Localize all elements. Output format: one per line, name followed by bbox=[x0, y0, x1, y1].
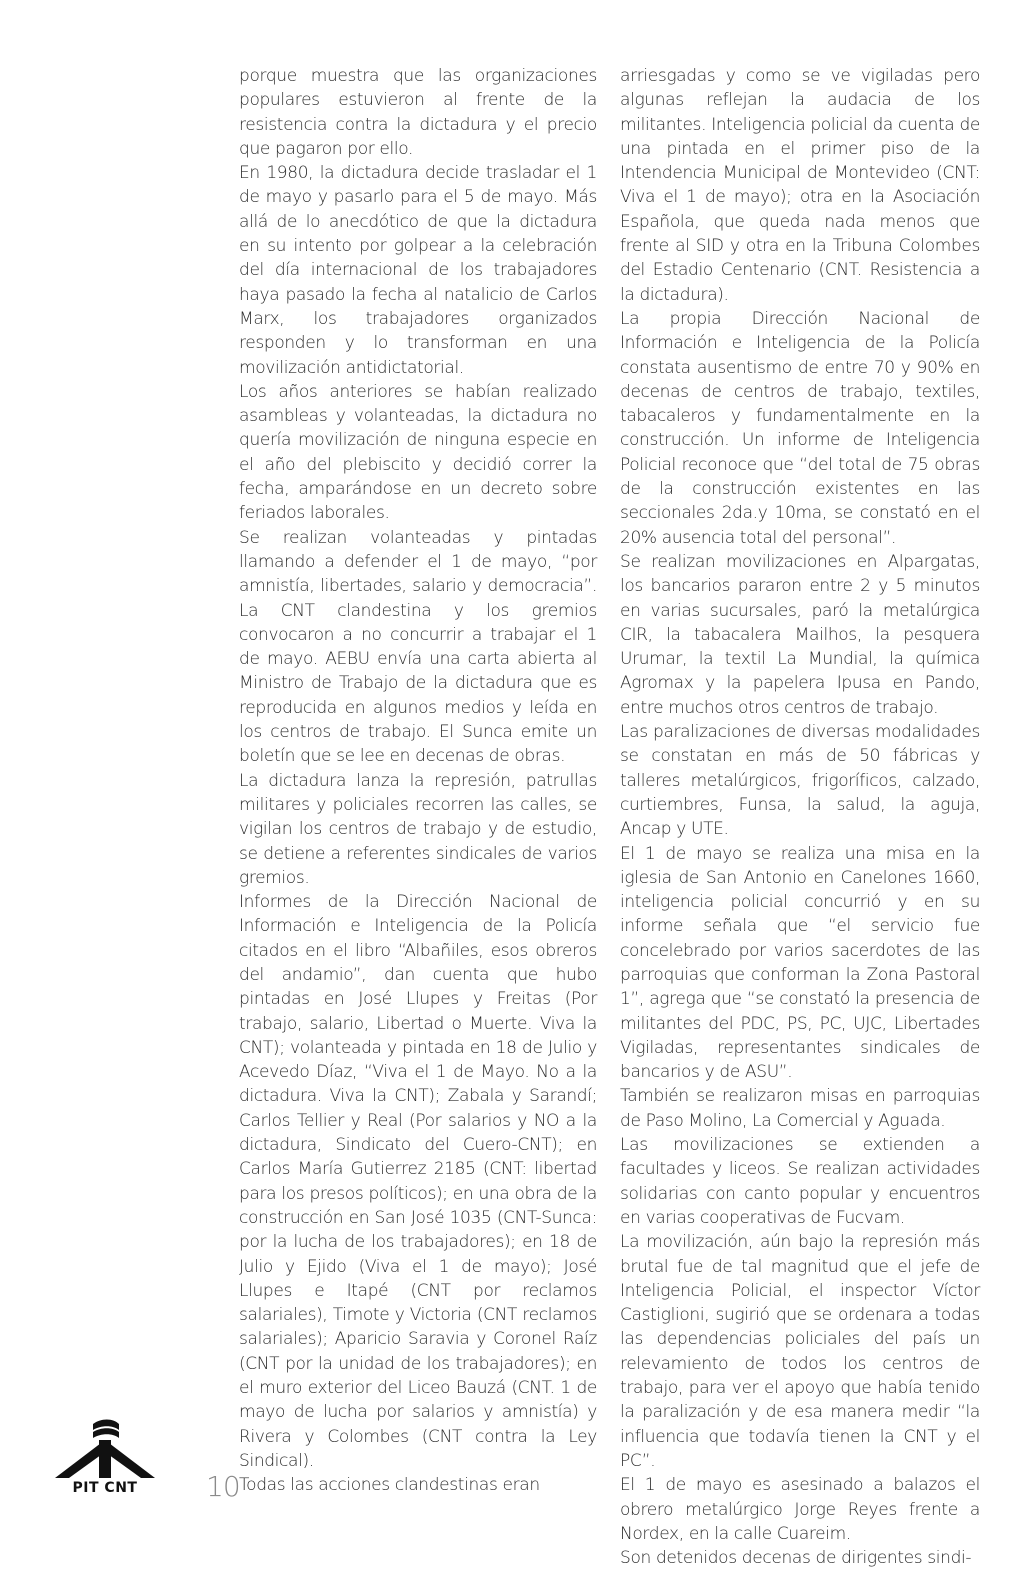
paragraph: Los años anteriores se habían realizado asambleas y volanteadas, la dictadura no quería movilización de ninguna especie en el año del plebiscito y decidió correr la fecha, amparándose en un decreto sobre feriados laborales. bbox=[239, 381, 597, 524]
paragraph: arriesgadas y como se ve vigiladas pero algunas reflejan la audacia de los militantes. Inteligencia policial da cuenta de una pintada en el primer piso de la Intendencia Municipal de Montevideo (CNT: Viva el 1 de mayo); otra en la Asociación Española, que queda nada menos que frente al SID y otra en la Tribuna Colombes del Estadio Centenario (CNT. Resistencia a la dictadura). bbox=[620, 66, 980, 305]
paragraph: La dictadura lanza la represión, patrullas militares y policiales recorren las calles, se vigilan los centros de trabajo y de estudio, se detiene a referentes sindicales de varios gremios. bbox=[239, 770, 597, 888]
paragraph: Las paralizaciones de diversas modalidades se constatan en más de 50 fábricas y talleres metalúrgicos, frigoríficos, calzado, curtiembres, Funsa, la salud, la aguja, Ancap y UTE. bbox=[620, 722, 980, 840]
pit-cnt-logo bbox=[55, 1418, 155, 1498]
page-number: 10 bbox=[206, 1470, 240, 1503]
right-text-column bbox=[620, 64, 980, 1570]
paragraph: Informes de la Dirección Nacional de Información e Inteligencia de la Policía citados en el libro “Albañiles, esos obreros del andamio”, dan cuenta que hubo pintadas en José Llupes y Freitas (Por trabajo, salario, Libertad o Muerte. Viva la CNT); volanteada y pintada en 18 de Julio y Acevedo Díaz, “Viva el 1 de Mayo. No a la dictadura. Viva la CNT); Zabala y Sarandí; Carlos Tellier y Real (Por salarios y NO a la dictadura, Sindicato del Cuero-CNT); en Carlos María Gutierrez 2185 (CNT: libertad para los presos políticos); en una obra de la construcción en San José 1035 (CNT-Sunca: por la lucha de los trabajadores); en 18 de Julio y Ejido (Viva el 1 de mayo); José Llupes e Itapé (CNT por reclamos salariales), Timote y Victoria (CNT reclamos salariales); Aparicio Saravia y Coronel Raíz (CNT por la unidad de los trabajadores); en el muro exterior del Liceo Bauzá (CNT. 1 de mayo de lucha por salarios y amnistía) y Rivera y Colombes (CNT contra la Ley Sindical). bbox=[239, 892, 597, 1471]
left-text-column bbox=[239, 64, 597, 1498]
logo-text: PIT CNT bbox=[72, 1480, 138, 1496]
paragraph: La propia Dirección Nacional de Información e Inteligencia de la Policía constata ausentismo de entre 70 y 90% en decenas de centros de trabajo, textiles, tabacaleros y fundamentalmente en la construcción. Un informe de Inteligencia Policial reconoce que “del total de 75 obras de la construcción existentes en las seccionales 2da.y 10ma, se constató en el 20% ausencia total del personal”. bbox=[620, 308, 980, 548]
paragraph: Son detenidos decenas de dirigentes sindi- bbox=[620, 1548, 972, 1569]
paragraph: El 1 de mayo es asesinado a balazos el obrero metalúrgico Jorge Reyes frente a Nordex, en la calle Cuareim. bbox=[620, 1475, 980, 1544]
paragraph: El 1 de mayo se realiza una misa en la iglesia de San Antonio en Canelones 1660, inteligencia policial concurrió y en su informe señala que “el servicio fue concelebrado por varios sacerdotes de las parroquias que conforman la Zona Pastoral 1”, agrega que “se constató la presencia de militantes del PDC, PS, PC, UJC, Libertades Vigiladas, representantes sindicales de bancarios y de ASU”. bbox=[620, 843, 980, 1083]
paragraph: Se realizan volanteadas y pintadas llamando a defender el 1 de mayo, “por amnistía, libertades, salario y democracia”. La CNT clandestina y los gremios convocaron a no concurrir a trabajar el 1 de mayo. AEBU envía una carta abierta al Ministro de Trabajo de la dictadura que es reproducida en algunos medios y leída en los centros de trabajo. El Sunca emite un boletín que se lee en decenas de obras. bbox=[239, 527, 597, 767]
paragraph: Se realizan movilizaciones en Alpargatas, los bancarios pararon entre 2 y 5 minutos en varias sucursales, paró la metalúrgica CIR, la tabacalera Mailhos, la pesquera Urumar, la textil La Mundial, la química Agromax y la papelera Ipusa en Pando, entre muchos otros centros de trabajo. bbox=[620, 551, 980, 718]
paragraph: Las movilizaciones se extienden a facultades y liceos. Se realizan actividades solidarias con canto popular y encuentros en varias cooperativas de Fucvam. bbox=[620, 1135, 980, 1228]
paragraph: La movilización, aún bajo la represión más brutal fue de tal magnitud que el jefe de Inteligencia Policial, el inspector Víctor Castiglioni, sugirió que se ordenara a todas las dependencias policiales del país un relevamiento de todos los centros de trabajo, para ver el apoyo que había tenido la paralización y de esa manera medir “la influencia que todavía tienen la CNT y el PC”. bbox=[620, 1232, 980, 1471]
pit-cnt-logo-icon bbox=[55, 1418, 155, 1480]
paragraph: Todas las acciones clandestinas eran bbox=[239, 1475, 540, 1496]
paragraph: También se realizaron misas en parroquias de Paso Molino, La Comercial y Aguada. bbox=[620, 1086, 980, 1131]
paragraph: En 1980, la dictadura decide trasladar el 1 de mayo y pasarlo para el 5 de mayo. Más allá de lo anecdótico de que la dictadura en su intento por golpear a la celebración del día internacional de los trabajadores haya pasado la fecha al natalicio de Carlos Marx, los trabajadores organizados responden y lo transforman en una movilización antidictatorial. bbox=[239, 163, 597, 378]
paragraph: porque muestra que las organizaciones populares estuvieron al frente de la resistencia contra la dictadura y el precio que pagaron por ello. bbox=[239, 66, 597, 159]
